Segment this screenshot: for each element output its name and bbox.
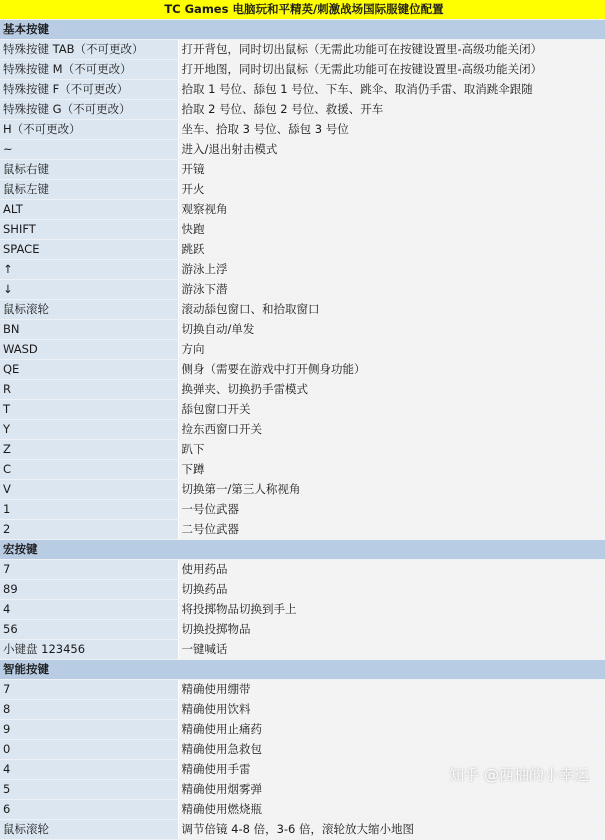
- function-cell: 切换自动/单发: [178, 320, 605, 340]
- function-cell: 舔包窗口开关: [178, 400, 605, 420]
- function-cell: 二号位武器: [178, 520, 605, 540]
- table-row: [0, 220, 605, 240]
- function-cell: 调节倍镜 4-8 倍，3-6 倍，滚轮放大缩小地图: [178, 820, 605, 840]
- key-cell: ALT: [0, 200, 178, 220]
- key-cell: Z: [0, 440, 178, 460]
- key-cell: ↓: [0, 280, 178, 300]
- table-row: [0, 460, 605, 480]
- key-cell: T: [0, 400, 178, 420]
- key-cell: 小键盘 123456: [0, 640, 178, 660]
- function-cell: 精确使用饮料: [178, 700, 605, 720]
- table-row: [0, 440, 605, 460]
- table-row: [0, 800, 605, 820]
- function-cell: 下蹲: [178, 460, 605, 480]
- key-cell: SHIFT: [0, 220, 178, 240]
- key-cell: 89: [0, 580, 178, 600]
- key-cell: C: [0, 460, 178, 480]
- table-row: [0, 240, 605, 260]
- function-cell: 切换药品: [178, 580, 605, 600]
- table-row: [0, 40, 605, 60]
- section-header-row: [0, 20, 605, 40]
- section-header-row: [0, 540, 605, 560]
- page-title: TC Games 电脑玩和平精英/刺激战场国际服键位配置: [0, 0, 605, 20]
- key-cell: 鼠标滚轮: [0, 300, 178, 320]
- key-cell: 9: [0, 720, 178, 740]
- key-cell: 4: [0, 600, 178, 620]
- function-cell: 侧身（需要在游戏中打开侧身功能）: [178, 360, 605, 380]
- key-cell: 特殊按键 G（不可更改）: [0, 100, 178, 120]
- table-row: [0, 180, 605, 200]
- function-cell: 精确使用急救包: [178, 740, 605, 760]
- table-row: [0, 260, 605, 280]
- key-cell: ~: [0, 140, 178, 160]
- section-heading: 智能按键: [0, 660, 605, 680]
- table-row: [0, 400, 605, 420]
- function-cell: 换弹夹、切换扔手雷模式: [178, 380, 605, 400]
- function-cell: 游泳上浮: [178, 260, 605, 280]
- table-row: [0, 580, 605, 600]
- key-cell: 0: [0, 740, 178, 760]
- function-cell: 滚动舔包窗口、和拾取窗口: [178, 300, 605, 320]
- function-cell: 使用药品: [178, 560, 605, 580]
- table-row: [0, 300, 605, 320]
- key-cell: WASD: [0, 340, 178, 360]
- function-cell: 精确使用烟雾弹: [178, 780, 605, 800]
- key-cell: 2: [0, 520, 178, 540]
- function-cell: 打开地图，同时切出鼠标（无需此功能可在按键设置里-高级功能关闭）: [178, 60, 605, 80]
- table-row: [0, 120, 605, 140]
- key-cell: ↑: [0, 260, 178, 280]
- key-cell: H（不可更改）: [0, 120, 178, 140]
- function-cell: 切换投掷物品: [178, 620, 605, 640]
- function-cell: 进入/退出射击模式: [178, 140, 605, 160]
- function-cell: 快跑: [178, 220, 605, 240]
- key-cell: R: [0, 380, 178, 400]
- table-row: [0, 520, 605, 540]
- table-row: [0, 340, 605, 360]
- key-cell: 56: [0, 620, 178, 640]
- key-cell: 8: [0, 700, 178, 720]
- function-cell: 拾取 1 号位、舔包 1 号位、下车、跳伞、取消仍手雷、取消跳伞跟随: [178, 80, 605, 100]
- table-row: [0, 80, 605, 100]
- function-cell: 跳跃: [178, 240, 605, 260]
- title-row: [0, 0, 605, 20]
- function-cell: 一键喊话: [178, 640, 605, 660]
- key-cell: 特殊按键 TAB（不可更改）: [0, 40, 178, 60]
- table-row: [0, 620, 605, 640]
- key-cell: V: [0, 480, 178, 500]
- key-cell: 鼠标左键: [0, 180, 178, 200]
- table-row: [0, 380, 605, 400]
- function-cell: 切换第一/第三人称视角: [178, 480, 605, 500]
- table-row: [0, 200, 605, 220]
- function-cell: 精确使用绷带: [178, 680, 605, 700]
- key-cell: 7: [0, 560, 178, 580]
- function-cell: 游泳下潜: [178, 280, 605, 300]
- table-row: [0, 700, 605, 720]
- table-row: [0, 600, 605, 620]
- table-row: [0, 640, 605, 660]
- function-cell: 精确使用手雷: [178, 760, 605, 780]
- key-cell: Y: [0, 420, 178, 440]
- table-row: [0, 320, 605, 340]
- table-row: [0, 740, 605, 760]
- function-cell: 拾取 2 号位、舔包 2 号位、救援、开车: [178, 100, 605, 120]
- section-heading: 基本按键: [0, 20, 605, 40]
- table-row: [0, 140, 605, 160]
- key-cell: 6: [0, 800, 178, 820]
- key-cell: SPACE: [0, 240, 178, 260]
- table-row: [0, 420, 605, 440]
- key-cell: 特殊按键 M（不可更改）: [0, 60, 178, 80]
- table-row: [0, 820, 605, 840]
- table-row: [0, 560, 605, 580]
- function-cell: 打开背包，同时切出鼠标（无需此功能可在按键设置里-高级功能关闭）: [178, 40, 605, 60]
- key-cell: 5: [0, 780, 178, 800]
- function-cell: 捡东西窗口开关: [178, 420, 605, 440]
- key-cell: 7: [0, 680, 178, 700]
- key-cell: 4: [0, 760, 178, 780]
- key-cell: 特殊按键 F（不可更改）: [0, 80, 178, 100]
- table-row: [0, 100, 605, 120]
- function-cell: 开火: [178, 180, 605, 200]
- table-row: [0, 280, 605, 300]
- function-cell: 将投掷物品切换到手上: [178, 600, 605, 620]
- key-cell: 鼠标滚轮: [0, 820, 178, 840]
- key-cell: 1: [0, 500, 178, 520]
- table-row: [0, 360, 605, 380]
- table-row: [0, 160, 605, 180]
- table-row: [0, 480, 605, 500]
- key-cell: QE: [0, 360, 178, 380]
- key-cell: BN: [0, 320, 178, 340]
- function-cell: 一号位武器: [178, 500, 605, 520]
- function-cell: 开镜: [178, 160, 605, 180]
- table-row: [0, 720, 605, 740]
- function-cell: 观察视角: [178, 200, 605, 220]
- function-cell: 趴下: [178, 440, 605, 460]
- key-cell: 鼠标右键: [0, 160, 178, 180]
- section-heading: 宏按键: [0, 540, 605, 560]
- section-header-row: [0, 660, 605, 680]
- watermark: 知乎 @西柚的小幸运: [449, 766, 589, 784]
- table-row: [0, 60, 605, 80]
- function-cell: 精确使用止痛药: [178, 720, 605, 740]
- table-row: [0, 500, 605, 520]
- table-row: [0, 680, 605, 700]
- function-cell: 方向: [178, 340, 605, 360]
- function-cell: 坐车、拾取 3 号位、舔包 3 号位: [178, 120, 605, 140]
- function-cell: 精确使用燃烧瓶: [178, 800, 605, 820]
